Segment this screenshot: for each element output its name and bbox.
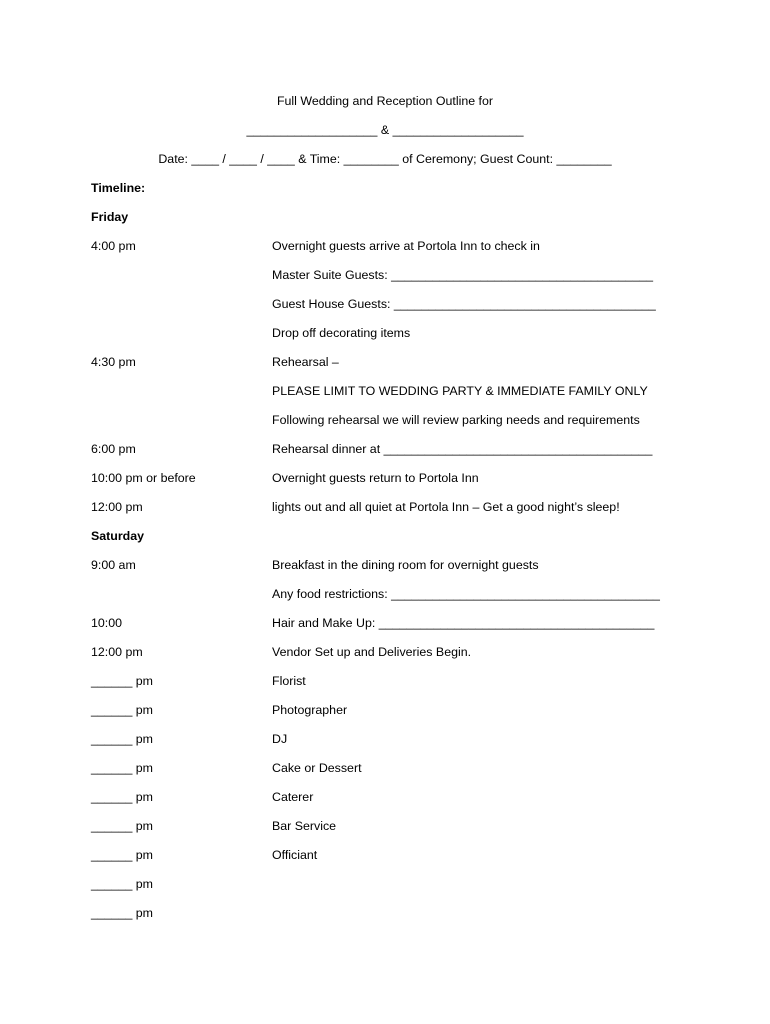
time-label: ______ pm: [91, 732, 154, 746]
event-description: Officiant: [272, 848, 318, 862]
event-description: Rehearsal dinner at _______________________________________: [272, 442, 653, 456]
event-description: Rehearsal –: [272, 355, 339, 369]
time-label: ______ pm: [91, 906, 154, 920]
time-label: 10:00 pm or before: [91, 471, 196, 485]
time-label: ______ pm: [91, 674, 154, 688]
event-description: lights out and all quiet at Portola Inn – Get a good night’s sleep!: [272, 500, 620, 514]
day-heading-saturday: Saturday: [91, 529, 145, 543]
time-label: 12:00 pm: [91, 645, 143, 659]
event-description: DJ: [272, 732, 288, 746]
time-label: 4:00 pm: [91, 239, 136, 253]
event-description: PLEASE LIMIT TO WEDDING PARTY & IMMEDIATE FAMILY ONLY: [272, 384, 648, 398]
document-title: Full Wedding and Reception Outline for: [276, 94, 494, 108]
event-description: Photographer: [272, 703, 348, 717]
event-description: Any food restrictions: _______________________________________: [272, 587, 660, 601]
event-description: Drop off decorating items: [272, 326, 411, 340]
event-description: Guest House Guests: ______________________________________: [272, 297, 656, 311]
timeline-heading: Timeline:: [91, 181, 146, 195]
date-time-guest-line: Date: ____ / ____ / ____ & Time: ________ of Ceremony; Guest Count: ________: [158, 152, 612, 166]
event-description: Hair and Make Up: ________________________________________: [272, 616, 655, 630]
time-label: ______ pm: [91, 703, 154, 717]
time-label: 9:00 am: [91, 558, 136, 572]
couple-names-line: ___________________ & ___________________: [246, 123, 524, 137]
time-label: ______ pm: [91, 761, 154, 775]
event-description: Breakfast in the dining room for overnight guests: [272, 558, 539, 572]
time-label: ______ pm: [91, 790, 154, 804]
time-label: 4:30 pm: [91, 355, 136, 369]
event-description: Caterer: [272, 790, 314, 804]
time-label: ______ pm: [91, 877, 154, 891]
event-description: Following rehearsal we will review parking needs and requirements: [272, 413, 640, 427]
event-description: Overnight guests arrive at Portola Inn to check in: [272, 239, 540, 253]
time-label: 6:00 pm: [91, 442, 136, 456]
time-label: ______ pm: [91, 819, 154, 833]
event-description: Florist: [272, 674, 306, 688]
event-description: Vendor Set up and Deliveries Begin.: [272, 645, 472, 659]
event-description: Bar Service: [272, 819, 337, 833]
event-description: Overnight guests return to Portola Inn: [272, 471, 479, 485]
day-heading-friday: Friday: [91, 210, 129, 224]
event-description: Cake or Dessert: [272, 761, 362, 775]
time-label: ______ pm: [91, 848, 154, 862]
time-label: 12:00 pm: [91, 500, 143, 514]
event-description: Master Suite Guests: ______________________________________: [272, 268, 653, 282]
time-label: 10:00: [91, 616, 123, 630]
